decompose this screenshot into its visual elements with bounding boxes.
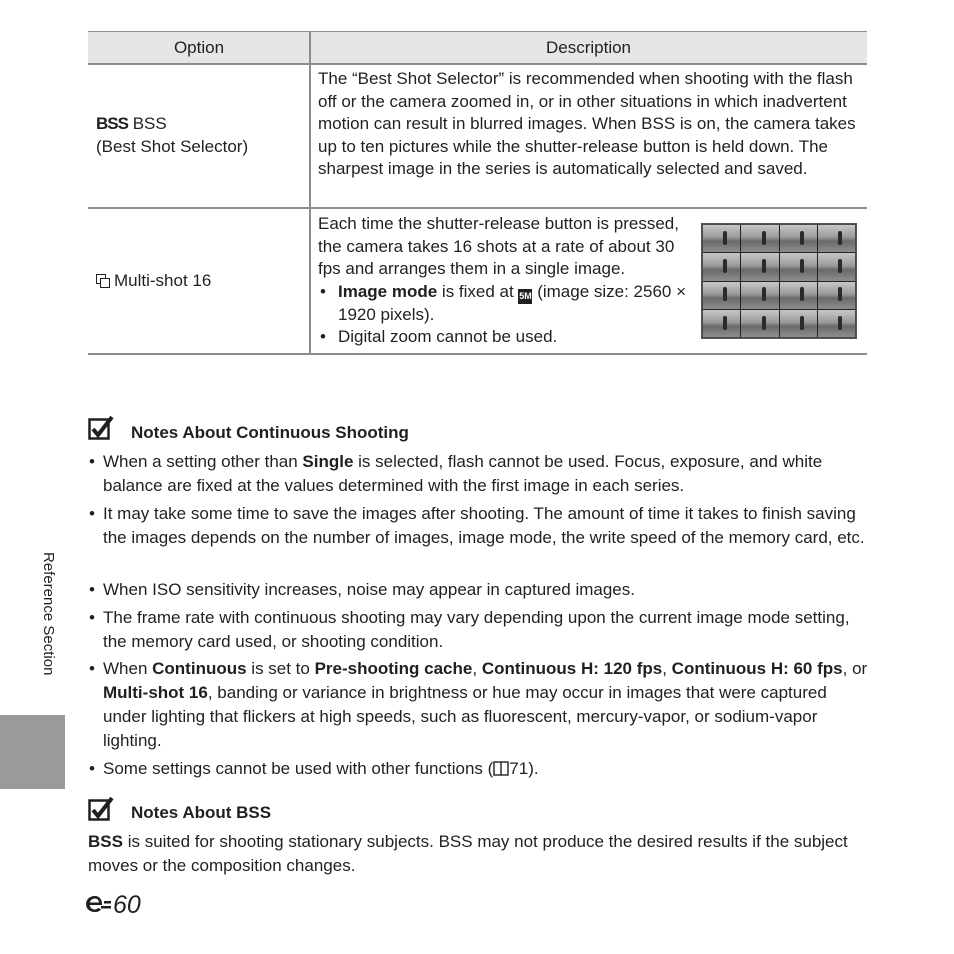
description-multi-shot bbox=[318, 213, 693, 349]
checkmark-note-icon bbox=[88, 797, 114, 823]
page-number: 60 bbox=[84, 890, 141, 920]
multi-shot-text: Each time the shutter-release button is pressed, the camera takes 16 shots at a rate of about 30 fps and arranges them in a single image. bbox=[318, 214, 679, 278]
reference-section-e-icon bbox=[84, 893, 112, 915]
multi-shot-bullet-1: • Image mode is fixed at 5M (image size: 2560 × 1920 pixels). bbox=[318, 281, 693, 327]
multi-shot-bullet-2: • Digital zoom cannot be used. bbox=[318, 326, 693, 349]
table-bottom-rule bbox=[88, 353, 867, 355]
checkmark-note-icon bbox=[88, 416, 114, 442]
image-size-5m-icon: 5M bbox=[518, 289, 532, 304]
column-divider bbox=[309, 31, 311, 355]
multi-shot-icon bbox=[96, 274, 110, 288]
header-option: Option bbox=[173, 38, 225, 57]
options-table bbox=[88, 31, 867, 355]
list-item: • When ISO sensitivity increases, noise may appear in captured images. bbox=[88, 578, 868, 602]
table-header bbox=[88, 31, 867, 65]
list-item: • It may take some time to save the images after shooting. The amount of time it takes to finish saving the images depends on the number of images, image mode, the write speed of the memory card, etc. bbox=[88, 502, 868, 550]
list-item: • Some settings cannot be used with other functions ( 71). bbox=[88, 757, 868, 781]
option-multi-shot-label: Multi-shot 16 bbox=[114, 271, 212, 290]
list-item: • The frame rate with continuous shooting may vary depending upon the current image mode setting, the memory card used, or shooting condition. bbox=[88, 606, 868, 654]
book-reference-icon bbox=[493, 761, 509, 776]
list-item: • When Continuous is set to Pre-shooting cache, Continuous H: 120 fps, Continuous H: 60 fps, or Multi-shot 16, banding or variance in brightness or hue may occur in images that were captured under lighting that flickers at high speeds, such as fluorescent, mercury-vapor, or sodium-vapor lighting. bbox=[88, 657, 868, 753]
option-bss-sub: (Best Shot Selector) bbox=[96, 137, 249, 156]
section-tab bbox=[0, 715, 65, 789]
header-description: Description bbox=[545, 38, 632, 57]
option-bss bbox=[96, 112, 248, 158]
row-divider bbox=[88, 207, 867, 209]
notes-bss-text: BSS is suited for shooting stationary subjects. BSS may not produce the desired results if the subject moves or the composition changes. bbox=[88, 832, 848, 875]
option-bss-label: BSS bbox=[132, 114, 167, 133]
notes-continuous-title: Notes About Continuous Shooting bbox=[131, 423, 409, 442]
bss-icon: BSS bbox=[96, 114, 128, 133]
description-bss: The “Best Shot Selector” is recommended when shooting with the flash off or the camera zoomed in, or in other situations in which inadvertent motion can result in blurred images. When BSS is on, the camera takes up to ten pictures while the shutter-release button is held down. The sharpest image in the series is automatically selected and saved. bbox=[318, 69, 856, 178]
list-item: • When a setting other than Single is selected, flash cannot be used. Focus, exposure, and white balance are fixed at the values determined with the first image in each series. bbox=[88, 450, 868, 498]
section-label: Reference Section bbox=[40, 552, 57, 676]
multi-shot-sample-image bbox=[701, 223, 857, 339]
notes-continuous-list bbox=[88, 450, 868, 785]
option-multi-shot-16 bbox=[96, 269, 211, 292]
notes-bss-title: Notes About BSS bbox=[131, 803, 272, 822]
